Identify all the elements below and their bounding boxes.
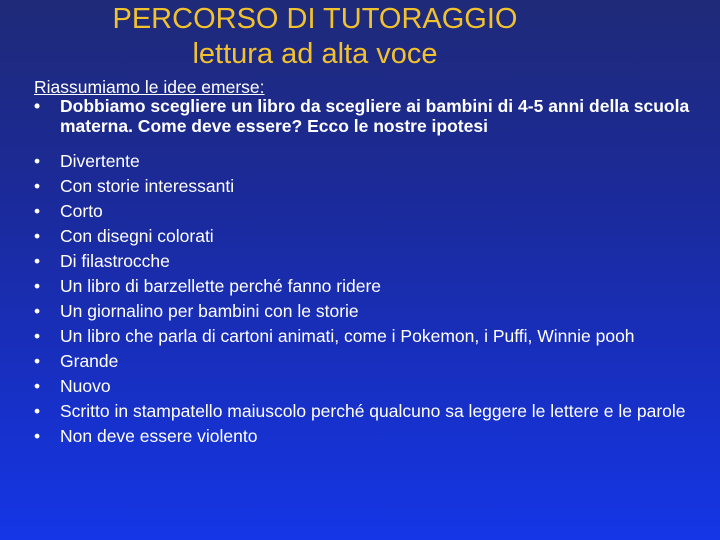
bullet-mark: • [34,426,41,446]
list-item-text: Un libro che parla di cartoni animati, come i Pokemon, i Puffi, Winnie pooh [60,326,635,346]
list-item [34,227,706,246]
bullet-mark: • [34,251,41,271]
list-item [34,252,706,271]
intro-heading: Riassumiamo le idee emerse: [34,77,265,97]
list-item [34,177,706,196]
list-item-text: Non deve essere violento [60,426,258,446]
list-item [34,302,706,321]
bullet-mark: • [34,151,41,171]
list-item-text: Nuovo [60,376,111,396]
bullet-mark: • [34,276,41,296]
list-item [34,427,706,446]
list-item-text: Scritto in stampatello maiuscolo perché qualcuno sa leggere le lettere e le parole [60,401,686,421]
bullet-mark: • [34,326,41,346]
list-item-text: Con disegni colorati [60,226,214,246]
question-bullet [34,97,706,136]
bullet-mark: • [34,351,41,371]
list-item-text: Un giornalino per bambini con le storie [60,301,359,321]
list-item-text: Con storie interessanti [60,176,235,196]
slide-title [0,2,630,72]
list-item-text: Grande [60,351,119,371]
slide-content [34,77,706,452]
list-item [34,152,706,171]
list-item-text: Un libro di barzellette perché fanno ridere [60,276,382,296]
hypotheses-list [34,152,706,446]
list-item [34,377,706,396]
bullet-mark: • [34,96,41,116]
list-item [34,202,706,221]
list-item [34,402,706,421]
list-item [34,277,706,296]
bullet-mark: • [34,201,41,221]
title-line-1: PERCORSO DI TUTORAGGIO [112,3,518,35]
list-item [34,352,706,371]
list-item-text: Divertente [60,151,140,171]
bullet-mark: • [34,376,41,396]
title-line-2: lettura ad alta voce [192,38,438,70]
bullet-mark: • [34,301,41,321]
list-item-text: Corto [60,201,103,221]
bullet-mark: • [34,401,41,421]
bullet-mark: • [34,226,41,246]
bullet-mark: • [34,176,41,196]
list-item [34,327,706,346]
question-text: Dobbiamo scegliere un libro da scegliere ai bambini di 4-5 anni della scuola materna. Come deve essere? Ecco le nostre ipotesi [60,96,690,136]
list-item-text: Di filastrocche [60,251,170,271]
